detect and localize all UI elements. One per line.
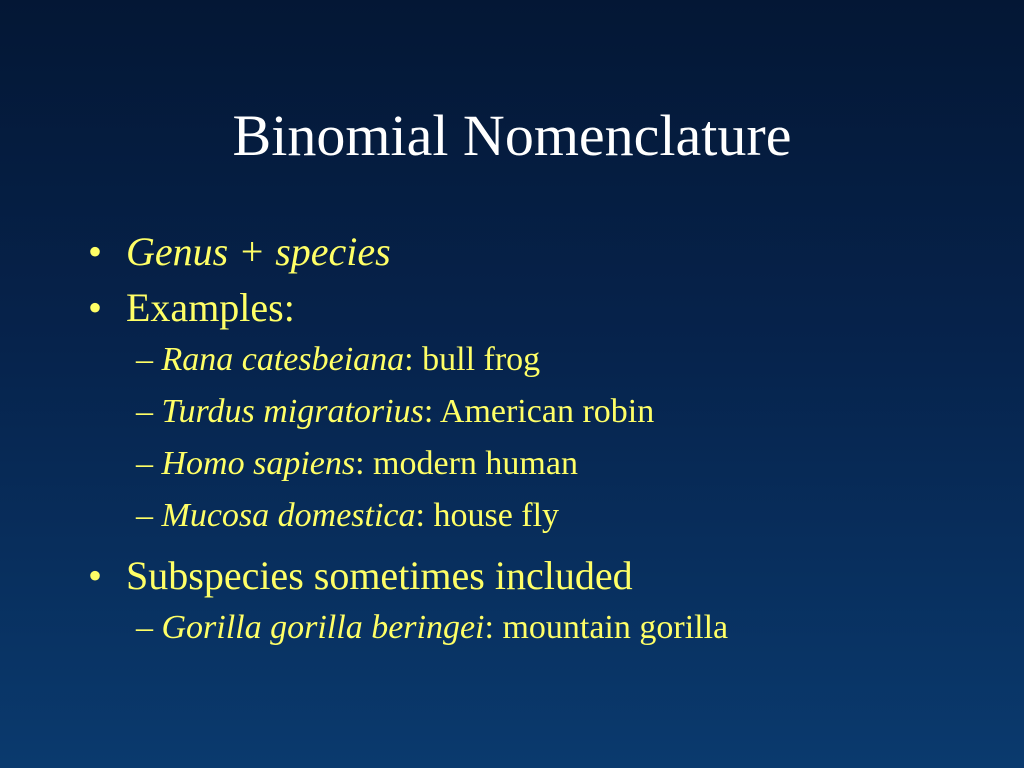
common-name: : mountain gorilla	[484, 609, 729, 646]
common-name: : house fly	[415, 497, 560, 534]
dash-icon: –	[136, 609, 162, 646]
common-name: : modern human	[355, 445, 578, 482]
scientific-name: Turdus migratorius	[161, 393, 424, 430]
bullet-item-subspecies	[88, 550, 988, 602]
bullet-item-examples	[88, 282, 988, 334]
bullet-icon: •	[88, 285, 103, 330]
scientific-name: Gorilla gorilla beringei	[161, 609, 485, 646]
bullet-text: Subspecies sometimes included	[126, 553, 633, 598]
slide-title: Binomial Nomenclature	[232, 103, 792, 168]
sub-item-house-fly	[88, 490, 988, 542]
bullet-icon: •	[88, 229, 103, 274]
scientific-name: Rana catesbeiana	[161, 341, 405, 378]
sub-item-bull-frog	[88, 334, 988, 386]
common-name: : bull frog	[404, 341, 541, 378]
dash-icon: –	[136, 393, 162, 430]
dash-icon: –	[136, 341, 162, 378]
sub-item-modern-human	[88, 438, 988, 490]
bullet-item-genus-species	[88, 226, 988, 278]
sub-item-mountain-gorilla	[88, 602, 988, 654]
bullet-text: Genus + species	[126, 229, 391, 274]
bullet-icon: •	[88, 553, 103, 598]
dash-icon: –	[136, 445, 162, 482]
dash-icon: –	[136, 497, 162, 534]
sub-item-american-robin	[88, 386, 988, 438]
common-name: : American robin	[423, 393, 655, 430]
bullet-text: Examples:	[126, 285, 295, 330]
scientific-name: Homo sapiens	[161, 445, 356, 482]
scientific-name: Mucosa domestica	[161, 497, 416, 534]
bullet-list	[88, 226, 988, 654]
